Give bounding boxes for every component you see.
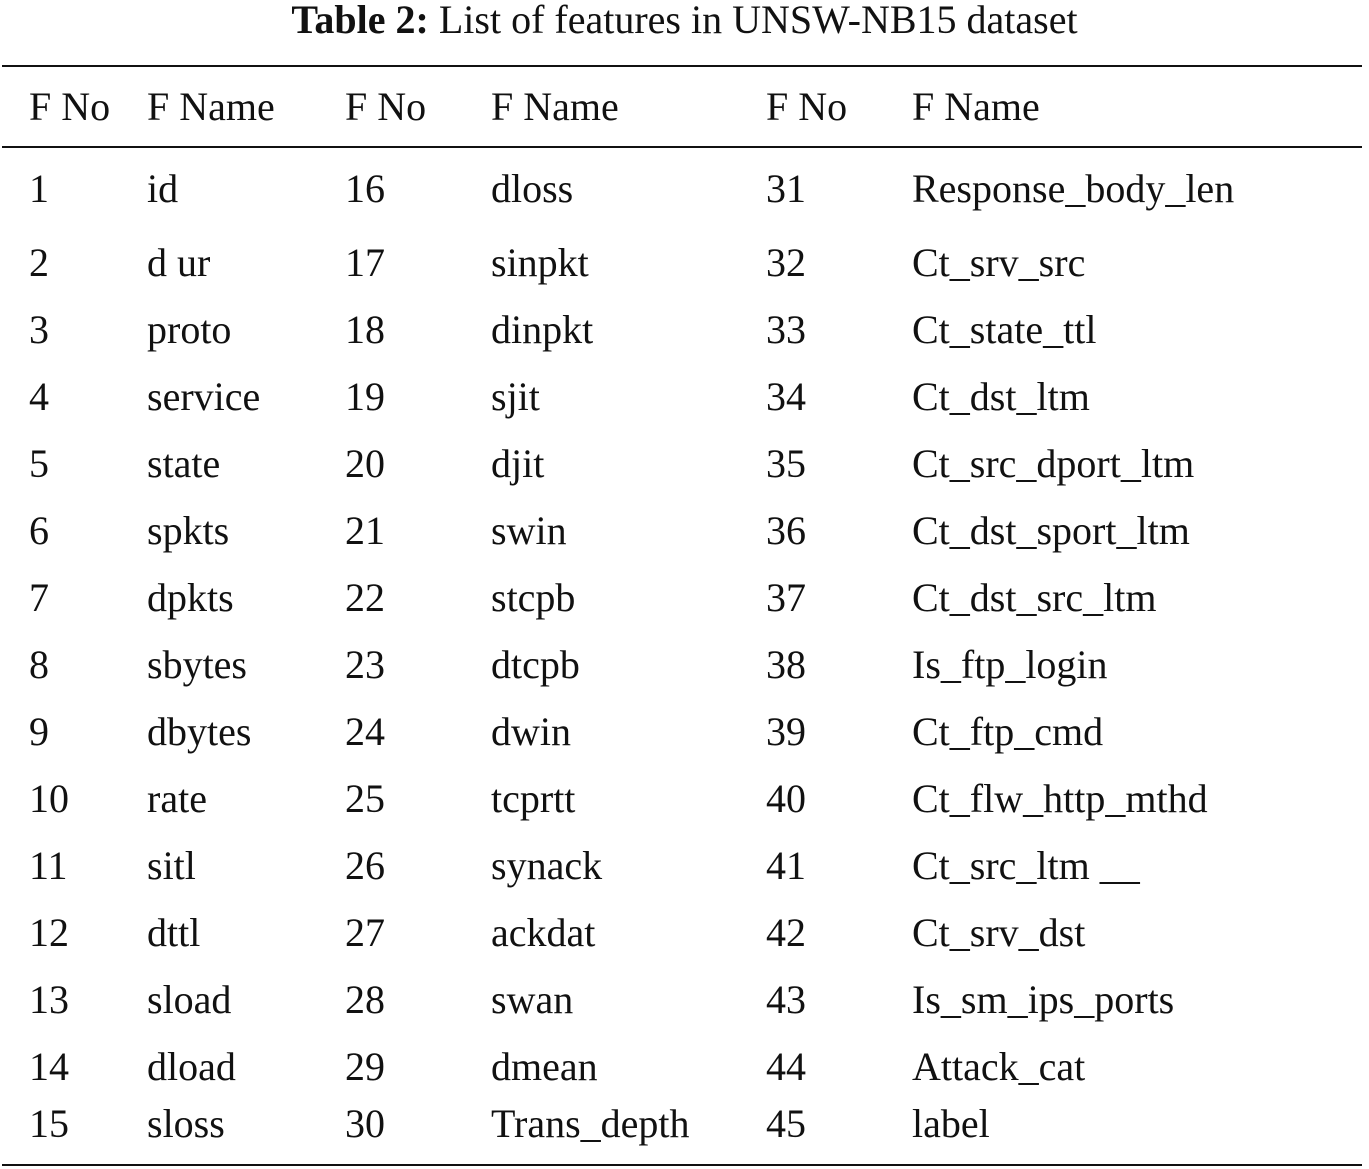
feature-name-cell: djit [491, 441, 545, 486]
table-row [2, 765, 1362, 832]
table-row [2, 832, 1362, 899]
feature-number-cell: 32 [766, 240, 806, 285]
feature-name-cell: Ct_srv_dst [912, 910, 1086, 955]
feature-number-cell: 10 [29, 776, 69, 821]
feature-name-cell: dload [147, 1044, 236, 1089]
feature-number-cell: 27 [345, 910, 385, 955]
feature-number-cell: 23 [345, 642, 385, 687]
feature-number-cell: 20 [345, 441, 385, 486]
feature-number-cell: 34 [766, 374, 806, 419]
feature-number-cell: 37 [766, 575, 806, 620]
feature-number-cell: 18 [345, 307, 385, 352]
feature-name-cell: sjit [491, 374, 540, 419]
feature-name-cell: dwin [491, 709, 571, 754]
feature-name-cell: rate [147, 776, 207, 821]
table-row [2, 966, 1362, 1033]
header-row [2, 67, 1362, 146]
feature-name-cell: synack [491, 843, 603, 888]
table-row [2, 148, 1362, 229]
feature-number-cell: 43 [766, 977, 806, 1022]
feature-number-cell: 1 [29, 166, 49, 211]
table-row [2, 1033, 1362, 1100]
feature-number-cell: 40 [766, 776, 806, 821]
feature-number-cell: 44 [766, 1044, 806, 1089]
feature-name-cell: Is_ftp_login [912, 642, 1108, 687]
table-row [2, 899, 1362, 966]
feature-name-cell: Ct_srv_src [912, 240, 1086, 285]
feature-number-cell: 28 [345, 977, 385, 1022]
feature-number-cell: 41 [766, 843, 806, 888]
feature-name-cell: dbytes [147, 709, 252, 754]
feature-number-cell: 26 [345, 843, 385, 888]
feature-name-cell: Ct_dst_ltm [912, 374, 1090, 419]
feature-number-cell: 17 [345, 240, 385, 285]
feature-number-cell: 9 [29, 709, 49, 754]
header-cell: F Name [147, 84, 275, 129]
feature-name-cell: id [147, 166, 179, 211]
feature-number-cell: 36 [766, 508, 806, 553]
feature-name-cell: dinpkt [491, 307, 594, 352]
header-cell: F Name [912, 84, 1040, 129]
header-cell: F No [29, 84, 111, 129]
feature-number-cell: 11 [29, 843, 68, 888]
bottom-rule [2, 1164, 1362, 1166]
feature-name-cell: sinpkt [491, 240, 589, 285]
caption-text: List of features in UNSW-NB15 dataset [438, 0, 1078, 42]
header-cell: F Name [491, 84, 619, 129]
feature-number-cell: 24 [345, 709, 385, 754]
table-row [2, 631, 1362, 698]
feature-name-cell: swan [491, 977, 574, 1022]
table-row [2, 229, 1362, 296]
feature-name-cell: sbytes [147, 642, 247, 687]
feature-name-cell: service [147, 374, 261, 419]
feature-number-cell: 12 [29, 910, 69, 955]
table-row [2, 564, 1362, 631]
feature-name-cell: sloss [147, 1101, 225, 1146]
feature-number-cell: 13 [29, 977, 69, 1022]
feature-name-cell: Ct_dst_src_ltm [912, 575, 1157, 620]
feature-name-cell: swin [491, 508, 567, 553]
feature-name-cell: Ct_state_ttl [912, 307, 1097, 352]
feature-name-cell: Trans_depth [491, 1101, 690, 1146]
feature-name-cell: tcprtt [491, 776, 576, 821]
feature-number-cell: 6 [29, 508, 49, 553]
feature-name-cell: proto [147, 307, 232, 352]
feature-name-cell: dttl [147, 910, 201, 955]
table-row [2, 497, 1362, 564]
table-row [2, 1100, 1362, 1163]
table-caption [0, 0, 1369, 40]
feature-name-cell: dmean [491, 1044, 598, 1089]
feature-number-cell: 16 [345, 166, 385, 211]
feature-number-cell: 2 [29, 240, 49, 285]
features-table [2, 67, 1362, 1163]
feature-number-cell: 15 [29, 1101, 69, 1146]
feature-number-cell: 21 [345, 508, 385, 553]
feature-name-cell: dloss [491, 166, 574, 211]
feature-name-cell: state [147, 441, 221, 486]
feature-name-cell: Attack_cat [912, 1044, 1086, 1089]
feature-number-cell: 35 [766, 441, 806, 486]
feature-number-cell: 7 [29, 575, 49, 620]
feature-name-cell: Ct_ftp_cmd [912, 709, 1104, 754]
feature-number-cell: 31 [766, 166, 806, 211]
table-body [2, 148, 1362, 1163]
feature-number-cell: 22 [345, 575, 385, 620]
feature-number-cell: 33 [766, 307, 806, 352]
feature-number-cell: 29 [345, 1044, 385, 1089]
feature-name-cell: Ct_src_ltm __ [912, 843, 1140, 888]
feature-name-cell: d ur [147, 240, 211, 285]
feature-name-cell: label [912, 1101, 990, 1146]
feature-number-cell: 42 [766, 910, 806, 955]
feature-number-cell: 8 [29, 642, 49, 687]
feature-name-cell: dtcpb [491, 642, 580, 687]
feature-number-cell: 14 [29, 1044, 69, 1089]
feature-name-cell: dpkts [147, 575, 234, 620]
feature-number-cell: 4 [29, 374, 49, 419]
feature-number-cell: 39 [766, 709, 806, 754]
feature-name-cell: spkts [147, 508, 230, 553]
feature-number-cell: 3 [29, 307, 49, 352]
feature-name-cell: Response_body_len [912, 166, 1235, 211]
feature-name-cell: sload [147, 977, 232, 1022]
feature-number-cell: 30 [345, 1101, 385, 1146]
table-row [2, 363, 1362, 430]
feature-name-cell: Ct_dst_sport_ltm [912, 508, 1190, 553]
table-header [2, 67, 1362, 148]
header-cell: F No [345, 84, 427, 129]
feature-number-cell: 19 [345, 374, 385, 419]
feature-number-cell: 38 [766, 642, 806, 687]
header-cell: F No [766, 84, 848, 129]
feature-name-cell: Ct_src_dport_ltm [912, 441, 1195, 486]
feature-number-cell: 45 [766, 1101, 806, 1146]
feature-name-cell: ackdat [491, 910, 596, 955]
feature-name-cell: Is_sm_ips_ports [912, 977, 1175, 1022]
feature-name-cell: stcpb [491, 575, 576, 620]
table-row [2, 430, 1362, 497]
feature-name-cell: Ct_flw_http_mthd [912, 776, 1208, 821]
feature-name-cell: sitl [147, 843, 196, 888]
feature-number-cell: 5 [29, 441, 49, 486]
table-row [2, 698, 1362, 765]
caption-label: Table 2: [291, 0, 429, 42]
feature-number-cell: 25 [345, 776, 385, 821]
table-row [2, 296, 1362, 363]
